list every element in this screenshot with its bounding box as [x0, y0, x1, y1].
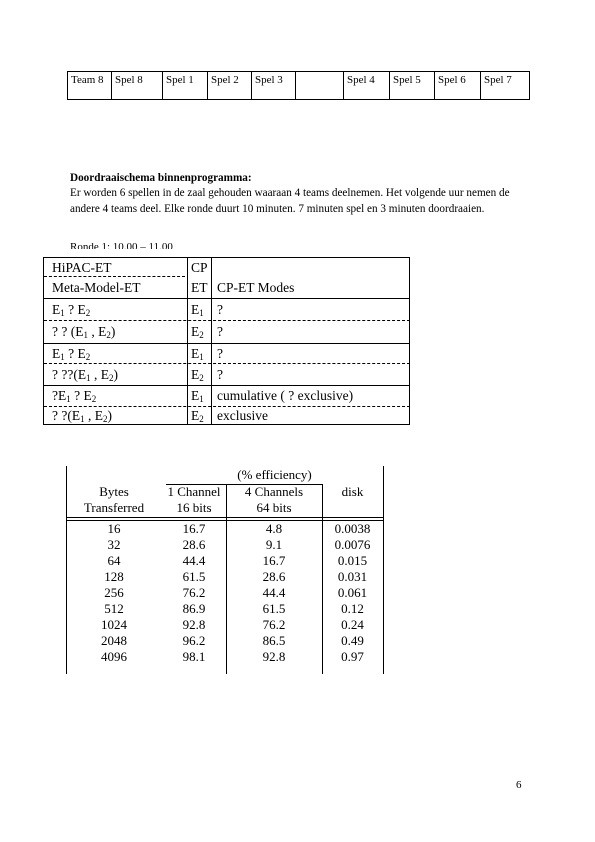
- schedule-cell: Spel 8: [112, 72, 163, 100]
- one-channel-cell: 28.6: [182, 537, 206, 552]
- one-channel-cell: 96.2: [182, 633, 206, 648]
- four-channel-cell: 86.5: [262, 633, 286, 648]
- bytes-cell: 32: [107, 537, 121, 552]
- four-channel-cell: 61.5: [262, 601, 286, 616]
- bytes-cell: 16: [107, 521, 121, 536]
- hipac-row-5-mode: cumulative ( ? exclusive): [217, 388, 354, 403]
- hipac-row-5-cp: $E_1$: [191, 388, 204, 404]
- header-bytes: Bytes Transferred: [83, 484, 145, 515]
- schedule-cell: Spel 2: [208, 72, 252, 100]
- bytes-cell: 256: [104, 585, 124, 600]
- bytes-cell: 128: [104, 569, 124, 584]
- hipac-row-1-mode: ?: [217, 302, 223, 317]
- schedule-cell-empty: [296, 72, 344, 100]
- schedule-cell: Spel 1: [163, 72, 208, 100]
- schedule-cell: Spel 6: [435, 72, 481, 100]
- efficiency-table: [66, 466, 384, 674]
- four-channel-cell: 76.2: [262, 617, 286, 632]
- disk-cell: 0.031: [337, 569, 368, 584]
- team-schedule-table: [67, 71, 530, 100]
- disk-cell: 0.061: [337, 585, 368, 600]
- four-channel-cell: 44.4: [262, 585, 286, 600]
- section-body: Er worden 6 spellen in de zaal gehouden waaraan 4 teams deelnemen. Het volgende uur nemen de andere 4 teams deel. Elke ronde duurt 10 minuten. 7 minuten spel en 3 minuten doordraaien.: [70, 187, 510, 215]
- bytes-cell: 2048: [101, 633, 127, 648]
- header-disk: disk: [341, 484, 364, 499]
- bytes-cell: 64: [107, 553, 121, 568]
- bytes-cell: 512: [104, 601, 124, 616]
- hipac-row-4-event: ? $??(E_1$ , $E_2$): [52, 367, 118, 383]
- bytes-cell: 1024: [101, 617, 127, 632]
- ronde-label: Ronde 1: 10.00 – 11.00: [70, 241, 173, 249]
- efficiency-super-header: (% efficiency): [237, 467, 312, 482]
- header-4-channels: 4 Channels 64 bits: [244, 484, 304, 515]
- one-channel-cell: 44.4: [182, 553, 206, 568]
- hipac-row-1-event: $E_1$ ? $E_2$: [52, 302, 91, 318]
- hipac-row-6-event: ? $?(E_1$ , $E_2$): [52, 408, 112, 424]
- hipac-row-2-cp: $E_2$: [191, 324, 204, 340]
- one-channel-cell: 61.5: [182, 569, 206, 584]
- schedule-cell: Spel 3: [252, 72, 296, 100]
- hipac-row-5-event: $?E_1$ ? $E_2$: [52, 388, 97, 404]
- disk-cell: 0.49: [341, 633, 364, 648]
- four-channel-cell: 4.8: [265, 521, 283, 536]
- disk-cell: 0.12: [341, 601, 364, 616]
- page-number: 6: [516, 779, 522, 791]
- hipac-row-6-mode: exclusive: [217, 408, 268, 423]
- hipac-row-6-cp: $E_2$: [191, 408, 204, 424]
- hipac-row-2-mode: ?: [217, 324, 223, 339]
- intro-section: [70, 171, 530, 217]
- four-channel-cell: 9.1: [265, 537, 283, 552]
- hipac-header-modes: CP-ET Modes: [217, 280, 295, 295]
- disk-cell: 0.0038: [334, 521, 371, 536]
- one-channel-cell: 98.1: [182, 649, 206, 664]
- hipac-header-cp: CP: [191, 260, 208, 275]
- hipac-row-3-mode: ?: [217, 346, 223, 361]
- hipac-row-4-mode: ?: [217, 367, 223, 382]
- header-1-channel: 1 Channel 16 bits: [167, 484, 221, 515]
- schedule-cell: Spel 4: [344, 72, 390, 100]
- one-channel-cell: 16.7: [182, 521, 206, 536]
- four-channel-cell: 92.8: [262, 649, 286, 664]
- section-title: Doordraaischema binnenprogramma:: [70, 172, 252, 184]
- one-channel-cell: 92.8: [182, 617, 206, 632]
- hipac-row-3-cp: $E_1$: [191, 346, 204, 362]
- hipac-row-1-cp: $E_1$: [191, 302, 204, 318]
- hipac-header-meta: Meta-Model-ET: [52, 280, 141, 295]
- team-schedule-row: [68, 72, 530, 100]
- four-channel-cell: 16.7: [262, 553, 286, 568]
- disk-cell: 0.0076: [334, 537, 371, 552]
- one-channel-cell: 86.9: [182, 601, 206, 616]
- four-channel-cell: 28.6: [262, 569, 286, 584]
- disk-cell: 0.97: [341, 649, 364, 664]
- hipac-table: [43, 257, 410, 425]
- hipac-row-3-event: $E_1$ ? $E_2$: [52, 346, 91, 362]
- hipac-header-cp-et: ET: [191, 280, 208, 295]
- schedule-cell: Spel 5: [390, 72, 435, 100]
- team-cell: Team 8: [68, 72, 112, 100]
- hipac-header-et: HiPAC-ET: [52, 260, 112, 275]
- disk-cell: 0.015: [337, 553, 368, 568]
- disk-cell: 0.24: [341, 617, 364, 632]
- schedule-cell: Spel 7: [481, 72, 530, 100]
- one-channel-cell: 76.2: [182, 585, 206, 600]
- bytes-cell: 4096: [101, 649, 127, 664]
- hipac-row-4-cp: $E_2$: [191, 367, 204, 383]
- hipac-row-2-event: ? ? ($E_1$ , $E_2$): [52, 324, 116, 340]
